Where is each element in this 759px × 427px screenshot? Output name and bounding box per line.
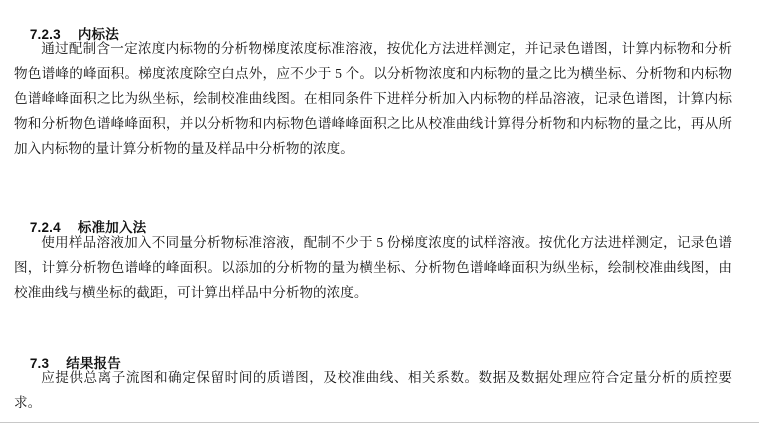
section-number: 7.2.4 xyxy=(29,220,61,235)
section-title: 内标法 xyxy=(77,27,119,42)
section-number: 7.2.3 xyxy=(29,27,61,42)
section-paragraph-7-2-4: 使用样品溶液加入不同量分析物标准溶液，配制不少于 5 份梯度浓度的试样溶液。按优化方法进样测定，记录色谱图，计算分析物色谱峰的峰面积。以添加的分析物的量为横坐标、分析物色谱峰峰面积为纵坐标，绘制校准曲线图，由校准曲线与横坐标的截距，可计算出样品中分析物的浓度。 xyxy=(14,235,732,300)
page-bottom-divider xyxy=(0,422,759,423)
section-title: 结果报告 xyxy=(66,356,121,371)
section-number: 7.3 xyxy=(29,356,50,371)
section-title: 标准加入法 xyxy=(77,220,147,235)
section-paragraph-7-3: 应提供总离子流图和确定保留时间的质谱图，及校准曲线、相关系数。数据及数据处理应符合定量分析的质控要求。 xyxy=(14,370,732,410)
section-paragraph-7-2-3: 通过配制含一定浓度内标物的分析物梯度浓度标准溶液，按优化方法进样测定，并记录色谱图，计算内标物和分析物色谱峰的峰面积。梯度浓度除空白点外，应不少于 5 个。以分析物浓度和内标物的量之比为横坐标、分析物和内标物色谱峰峰面积之比为纵坐标，绘制校准曲线图。在相同条件下进样分析加入内标物的样品溶液，记录色谱图，计算内标物和分析物色谱峰峰面积，并以分析物和内标物色谱峰峰面积之比从校准曲线计算得分析物和内标物的量之比，再从所加入内标物的量计算分析物的量及样品中分析物的浓度。 xyxy=(14,41,732,156)
